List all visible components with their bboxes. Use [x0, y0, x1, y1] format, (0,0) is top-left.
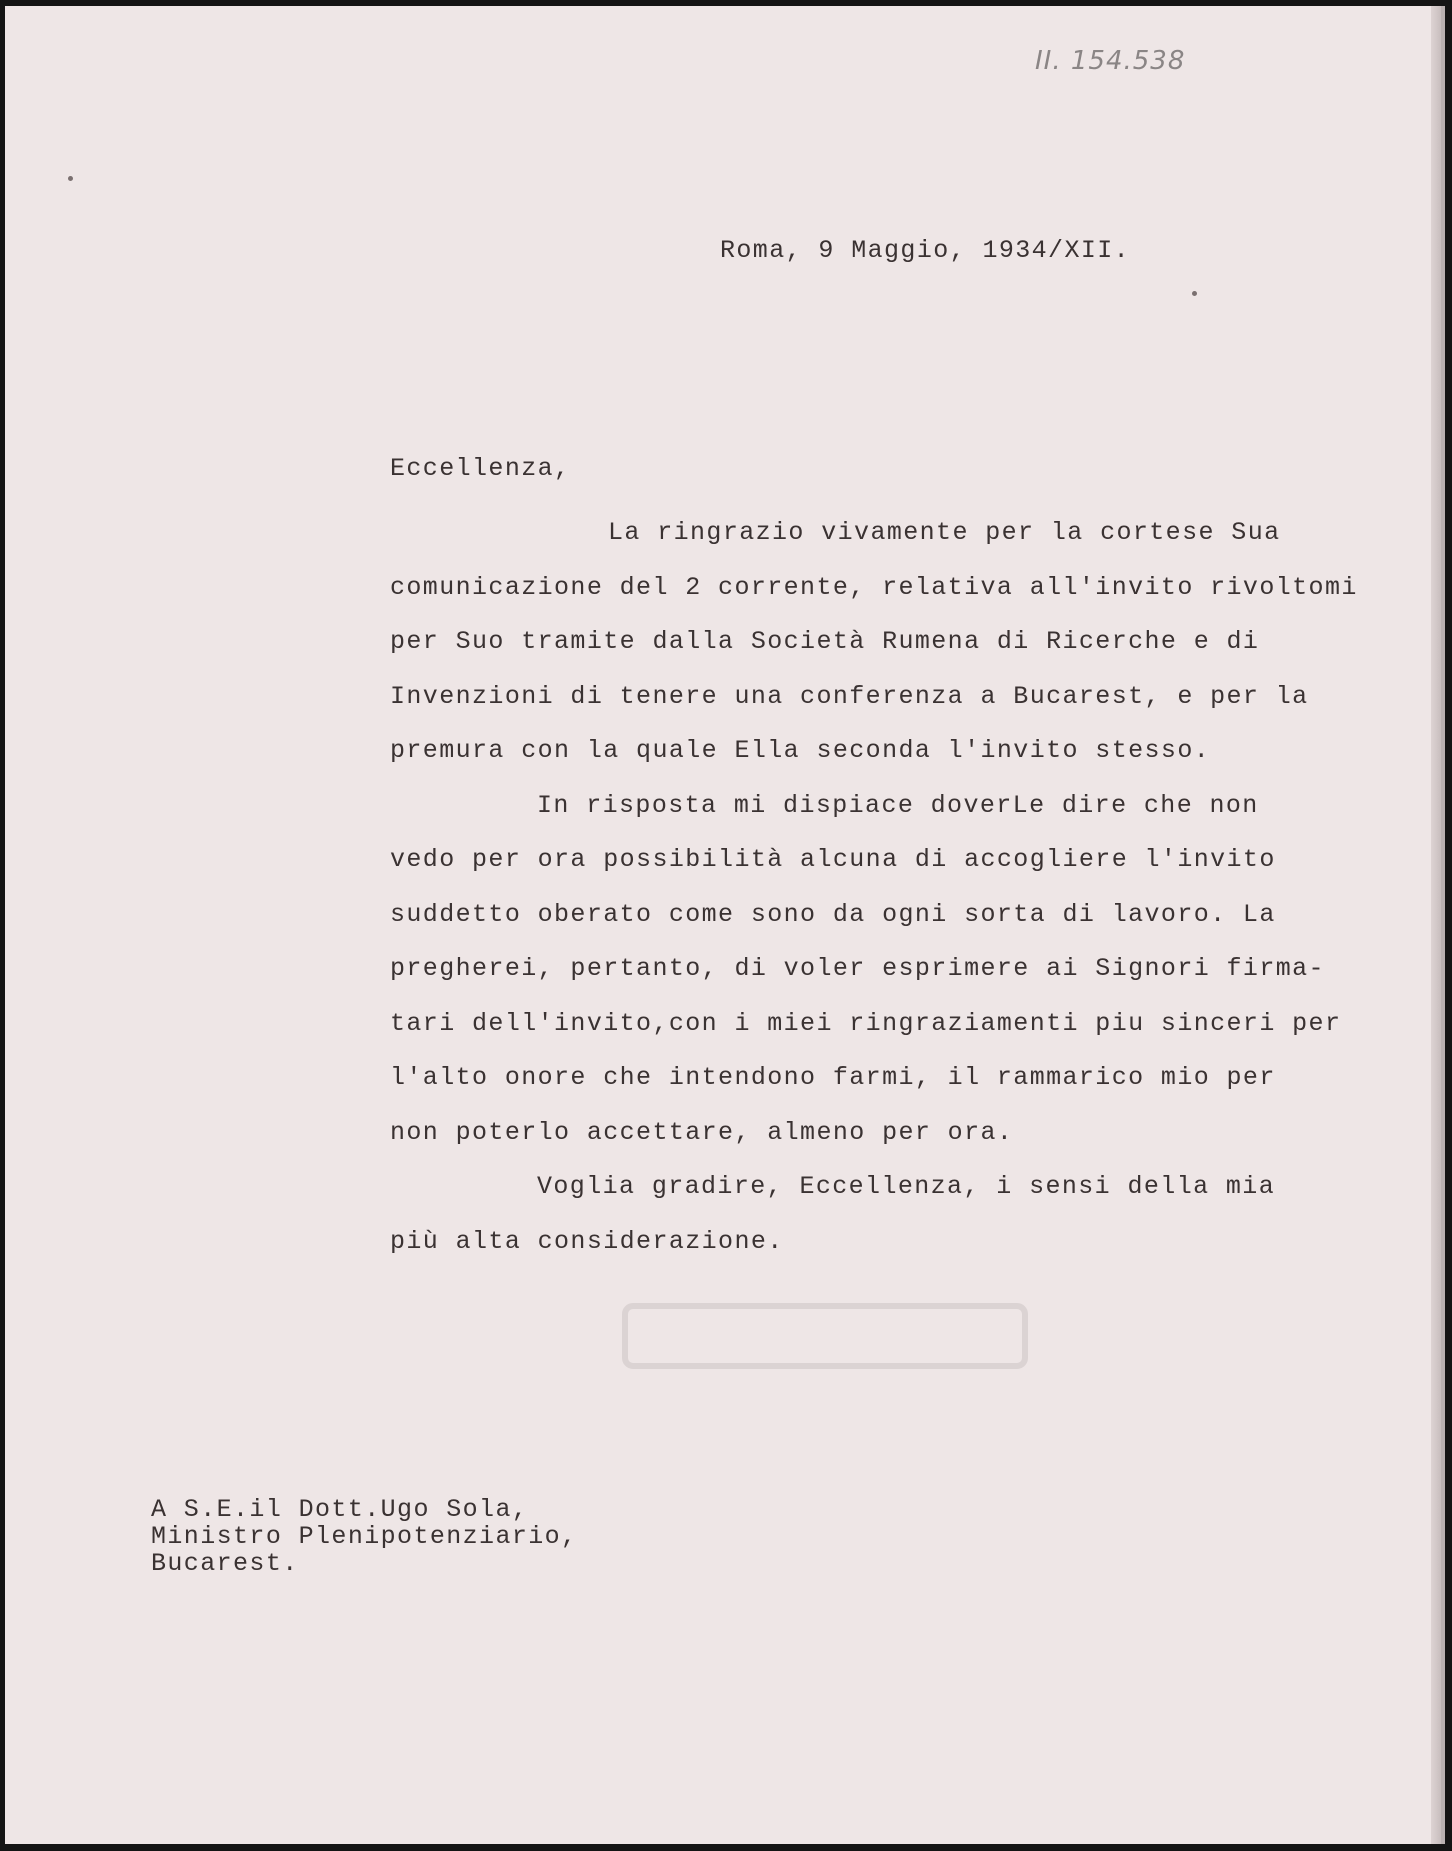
- body-line: In risposta mi dispiace doverLe dire che non: [537, 790, 1259, 820]
- body-line: pregherei, pertanto, di voler esprimere ai Signori firma-: [390, 954, 1325, 983]
- address-line: Ministro Plenipotenziario,: [151, 1522, 578, 1551]
- body-line: La ringrazio vivamente per la cortese Sua: [608, 518, 1281, 547]
- body-line: Invenzioni di tenere una conferenza a Bucarest, e per la: [390, 681, 1309, 711]
- paper-speck: [1192, 291, 1197, 296]
- body-line: tari dell'invito,con i miei ringraziamenti piu sinceri per: [390, 1008, 1342, 1038]
- paper-edge: [1431, 6, 1441, 1844]
- salutation: Eccellenza,: [390, 454, 571, 483]
- body-line: premura con la quale Ella seconda l'invito stesso.: [390, 736, 1211, 765]
- recipient-address: [151, 1496, 577, 1577]
- letter-body: [390, 506, 1358, 1269]
- body-line: vedo per ora possibilità alcuna di accogliere l'invito: [390, 845, 1276, 874]
- paper-speck: [68, 176, 73, 181]
- letter-sheet: [5, 6, 1445, 1844]
- body-line: suddetto oberato come sono da ogni sorta di lavoro. La: [390, 899, 1276, 929]
- body-line: più alta considerazione.: [390, 1226, 784, 1256]
- body-line: non poterlo accettare, almeno per ora.: [390, 1117, 1014, 1147]
- body-line: Voglia gradire, Eccellenza, i sensi della mia: [537, 1172, 1276, 1201]
- address-line: A S.E.il Dott.Ugo Sola,: [151, 1495, 529, 1524]
- archive-number: II. 154.538: [1035, 46, 1186, 76]
- body-line: per Suo tramite dalla Società Rumena di Ricerche e di: [390, 627, 1260, 656]
- address-line: Bucarest.: [151, 1549, 299, 1578]
- body-line: l'alto onore che intendono farmi, il rammarico mio per: [390, 1063, 1276, 1092]
- hermes-watermark: [605, 1286, 1045, 1386]
- date-line: Roma, 9 Maggio, 1934/XII.: [720, 236, 1131, 265]
- body-line: comunicazione del 2 corrente, relativa all'invito rivoltomi: [390, 572, 1358, 602]
